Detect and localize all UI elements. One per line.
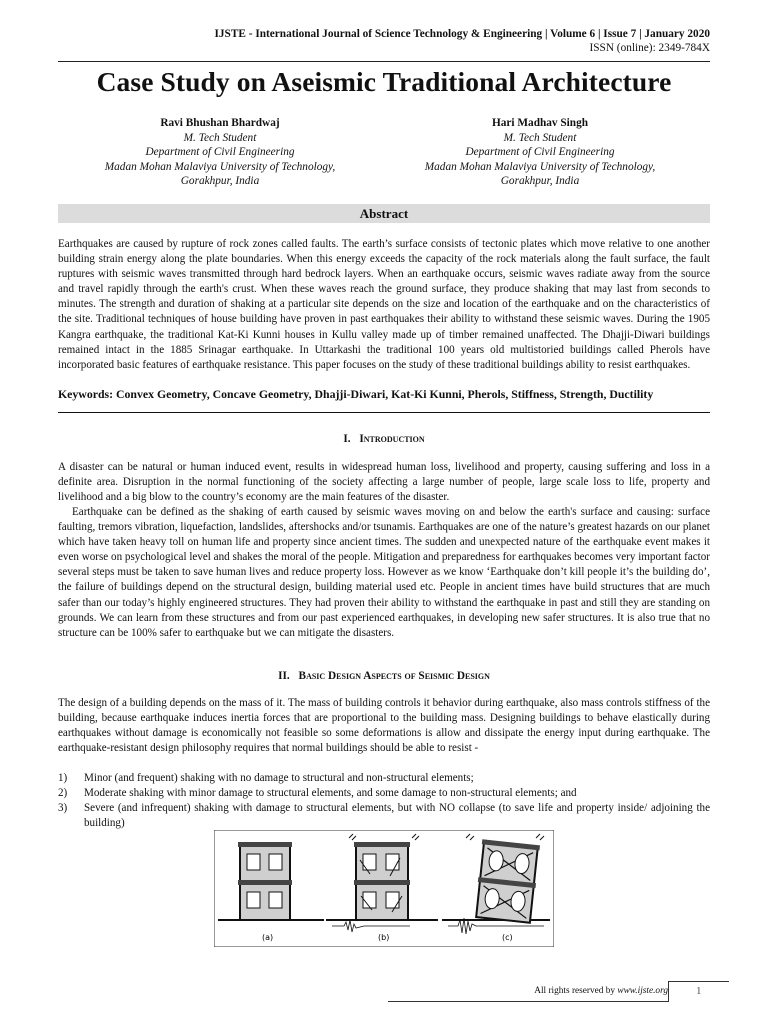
section-1-heading xyxy=(0,433,768,445)
list-item xyxy=(58,801,710,831)
rights-text: All rights reserved by xyxy=(534,986,616,996)
author-1 xyxy=(70,116,370,189)
section-2-heading xyxy=(0,670,768,682)
figure-label-a: (a) xyxy=(262,933,274,942)
author-department: Department of Civil Engineering xyxy=(145,146,295,159)
list-item xyxy=(58,771,710,786)
journal-citation: IJSTE - International Journal of Science Technology & Engineering | Volume 6 | Issue 7 | January 2020 xyxy=(214,28,710,40)
abstract-text: Earthquakes are caused by rupture of rock zones called faults. The earth’s surface consists of tectonic plates which move relative to one another building strain energy along the plate boundaries. When this energy exceeds the capacity of the rock materials along the fault surface, the fault ruptures with seismic waves transmitted through hard bedrock layers. When an earthquake occurs, seismic waves radiate away from the source and travel rapidly through the earth's crust. When these waves reach the ground surface, they produce shaking that may last from seconds to minutes. The strength and duration of shaking at a particular site depends on the size and location of the earthquake and on the characteristics of the site. Traditional techniques of house building have proven in past earthquakes their ability to withstand these seismic waves. During the 1905 Kangra earthquake, the traditional Kat-Ki Kunni houses in Kullu valley made up of timber remained unaffected. The Dhajji-Diwari buildings remained intact in the 1885 Srinagar earthquake. In Uttarkashi the traditional 100 years old multistoried buildings called Pherols have incorporated basic features of earthquake resistance. This paper focuses on the study of these traditional buildings ability to resist earthquakes. xyxy=(58,238,710,371)
author-department: Department of Civil Engineering xyxy=(465,146,615,159)
journal-header xyxy=(215,27,710,55)
figure-label-b: (b) xyxy=(378,933,390,942)
footer-rule xyxy=(388,1001,668,1002)
author-role: M. Tech Student xyxy=(183,131,257,144)
building-c xyxy=(474,839,540,923)
building-b xyxy=(349,834,419,920)
keywords-rule xyxy=(58,412,710,413)
list-text: Moderate shaking with minor damage to structural elements, and some damage to non-structural elements; and xyxy=(84,787,577,800)
list-number: 1) xyxy=(58,772,68,784)
section-title: Introduction xyxy=(359,433,425,445)
abstract-heading: Abstract xyxy=(58,204,710,223)
author-name: Ravi Bhushan Bhardwaj xyxy=(160,117,280,129)
intro-paragraph-2: Earthquake can be defined as the shaking of earth caused by seismic waves moving on and below the earth's surface and causing: surface faulting, tremors vibration, liquefaction, landslides, aftershocks and/or tsunamis. Earthquakes are one of the nature’s greatest hazards on our planet which have taken heavy toll on human life and property since ancient times. The sudden and unexpected nature of the earthquake event makes it even worse on psychological level and shakes the moral of the people. Mitigation and preparedness for earthquakes becomes very important factor several steps must be taken to save human lives and reduce property loss. However as we know ‘Earthquake don’t kill people it’s the building do’, the failure of buildings depend on the structural design, building material used etc. People in ancient times have build structures that are much safer than our today’s highly engineered structures. They had proven their ability to withstand the earthquake in past and still they are standing on grounds. We can learn from these structures and from our past experienced earthquakes, in developing new safer structures. It is also true that no structure can be 100% safer to earthquake but we can mitigate the disasters. xyxy=(58,506,710,639)
issn: ISSN (online): 2349-784X xyxy=(589,42,710,54)
intro-paragraph-1: A disaster can be natural or human induced event, results in widespread human loss, livelihood and property, causing suffering and loss in a definite area. Disruption in the normal functioning of the society affecting a large number of people, large scale loss to life, property and livelihood and a big blow to the country’s economy are the main features of the disaster. xyxy=(58,461,710,504)
list-item xyxy=(58,786,710,801)
paper-title: Case Study on Aseismic Traditional Architecture xyxy=(96,66,672,97)
building-a xyxy=(238,842,292,920)
section-number: II. xyxy=(278,670,290,682)
requirements-list xyxy=(58,771,710,831)
website-link[interactable]: www.ijste.org xyxy=(617,986,668,996)
author-location: Gorakhpur, India xyxy=(500,175,580,188)
page-number: 1 xyxy=(696,985,702,997)
author-2 xyxy=(390,116,690,189)
building-damage-illustration xyxy=(214,830,554,947)
author-institution: Madan Mohan Malaviya University of Technology, xyxy=(424,160,656,173)
list-number: 2) xyxy=(58,787,68,800)
design-paragraph: The design of a building depends on the mass of it. The mass of building controls it behavior during earthquake, also mass controls stiffness of the building, because earthquake induces inertia forces that are proportional to the building mass. Designing buildings to behave elastically during earthquakes without damage is economically not feasible so some deformations is allow and dissipate the energy input during earthquake. The earthquake-resistant design philosophy requires that normal buildings should be able to resist - xyxy=(58,697,710,755)
author-name: Hari Madhav Singh xyxy=(491,117,589,129)
list-text: Minor (and frequent) shaking with no damage to structural and non-structural elements; xyxy=(84,772,474,784)
section-number: I. xyxy=(343,433,351,445)
author-institution: Madan Mohan Malaviya University of Technology, xyxy=(104,160,336,173)
footer-rights xyxy=(534,986,668,996)
header-rule xyxy=(58,61,710,62)
keywords: Keywords: Convex Geometry, Concave Geometry, Dhajji-Diwari, Kat-Ki Kunni, Pherols, Stiffness, Strength, Ductility xyxy=(58,387,654,401)
author-role: M. Tech Student xyxy=(503,131,577,144)
figure-label-c: (c) xyxy=(502,933,513,942)
section-title: Basic Design Aspects of Seismic Design xyxy=(298,670,490,682)
building-damage-figure xyxy=(214,830,554,947)
list-text: Severe (and infrequent) shaking with damage to structural elements, but with NO collapse (to save life and property inside/ adjoining the building) xyxy=(84,802,710,830)
author-location: Gorakhpur, India xyxy=(180,175,260,188)
list-number: 3) xyxy=(58,802,68,815)
